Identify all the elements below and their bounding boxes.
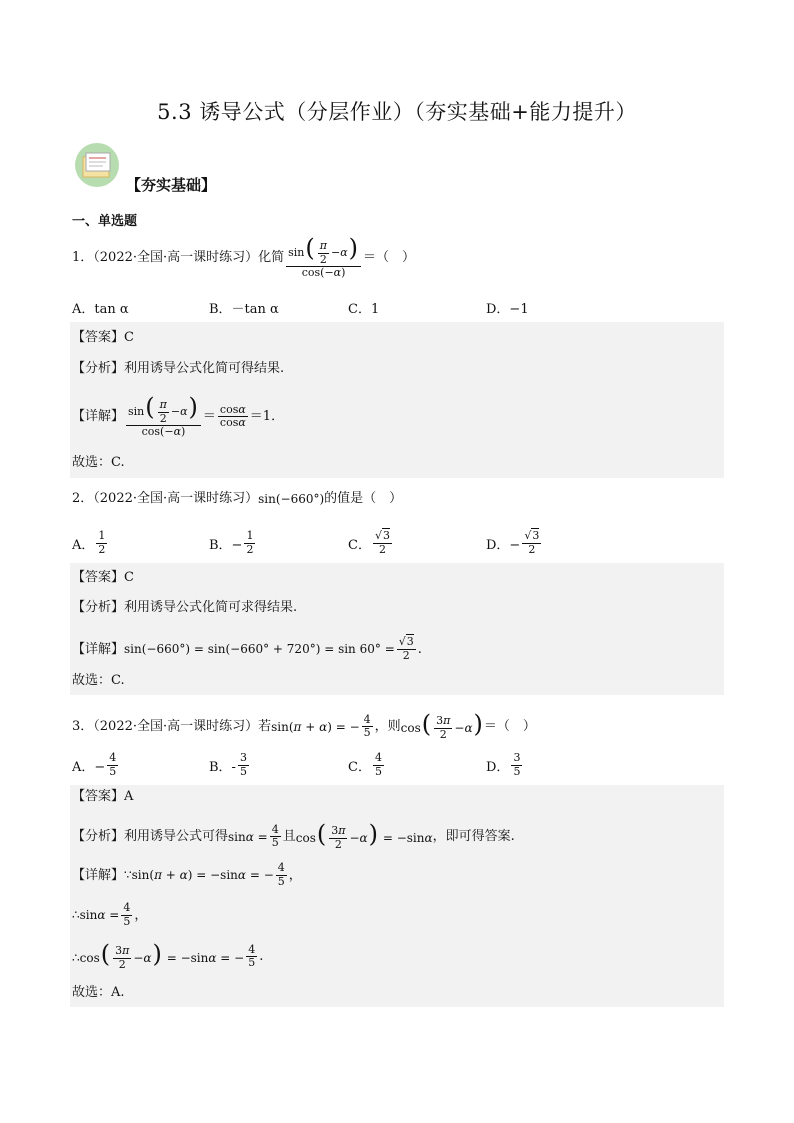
q2-analysis: 【分析】利用诱导公式化简可求得结果.: [72, 600, 298, 615]
q1-option-d: D．−1: [486, 302, 529, 317]
notebook-icon: [73, 142, 121, 188]
q3-solution-box: [70, 785, 724, 1007]
q3-answer: 【答案】A: [72, 789, 134, 804]
q2-detail: 【详解】 sin(−660°) = sin(−660° + 720°) = sin 60° = $\frac{√3}{2}$ .: [72, 635, 422, 662]
q2-conclusion: 故选：C.: [72, 673, 125, 688]
q2-option-b: B．− $\frac{1}{2}$: [209, 529, 254, 556]
q3-option-c: C． $\frac{4}{5}$: [348, 751, 382, 778]
q1-detail: 【详解】 sin( $\frac{\pi}{2}$ −α) cos(−α) ＝ $\frac{\cos\alpha}{\cos\alpha}$ ＝1．: [72, 393, 285, 439]
q2-option-c: C． $\frac{√3}{2}$: [348, 529, 390, 556]
q1-expression: sin( $\frac{\pi}{2}$ −α) cos(−α): [286, 236, 361, 280]
q1-conclusion: 故选：C.: [72, 455, 125, 470]
q3-stem: 3．（2022·全国·高一课时练习）若 sin(π + α) = − $\frac{4}{5}$ ，则 cos( $\frac{3\pi}{2}$ −α) ＝（ ）: [72, 710, 536, 741]
q2-stem: 2．（2022·全国·高一课时练习） sin(−660°) 的值是（ ）: [72, 491, 403, 506]
q3-option-b: B．- $\frac{3}{5}$: [209, 751, 247, 778]
q1-analysis: 【分析】利用诱导公式化简可得结果.: [72, 361, 285, 376]
q1-answer: 【答案】C: [72, 330, 134, 345]
q3-step-2: ∴sinα = $\frac{4}{5}$ ，: [72, 901, 148, 928]
section-heading: 【夯实基础】: [126, 176, 217, 194]
q1-option-c: C．1: [348, 302, 380, 317]
q3-step-3: ∴cos( $\frac{3\pi}{2}$ −α) = −sinα = − $\frac{4}{5}$ .: [72, 940, 264, 971]
q1-stem: 1．（2022·全国·高一课时练习）化简 sin( $\frac{\pi}{2}$ −α) cos(−α) ＝（ ）: [72, 234, 416, 280]
q2-option-d: D．− $\frac{√3}{2}$: [486, 529, 540, 556]
q2-answer: 【答案】C: [72, 570, 134, 585]
q3-detail: 【详解】 ∵sin(π + α) = −sinα = − $\frac{4}{5}$ ，: [72, 861, 302, 888]
q3-option-a: A．− $\frac{4}{5}$: [72, 751, 117, 778]
q2-option-a: A． $\frac{1}{2}$: [72, 529, 106, 556]
q1-option-b: B．－tan α: [209, 302, 279, 317]
page-title: 5.3 诱导公式（分层作业）（夯实基础+能力提升）: [157, 100, 637, 124]
q3-conclusion: 故选：A.: [72, 985, 125, 1000]
q2-solution-box: [70, 563, 724, 695]
question-type-heading: 一、单选题: [72, 214, 138, 229]
q3-option-d: D． $\frac{3}{5}$: [486, 751, 521, 778]
q1-option-a: A．tan α: [72, 302, 129, 317]
q3-analysis: 【分析】利用诱导公式可得 sinα = $\frac{4}{5}$ 且 cos( $\frac{3\pi}{2}$ −α) = −sinα ，即可得答案.: [72, 820, 515, 851]
